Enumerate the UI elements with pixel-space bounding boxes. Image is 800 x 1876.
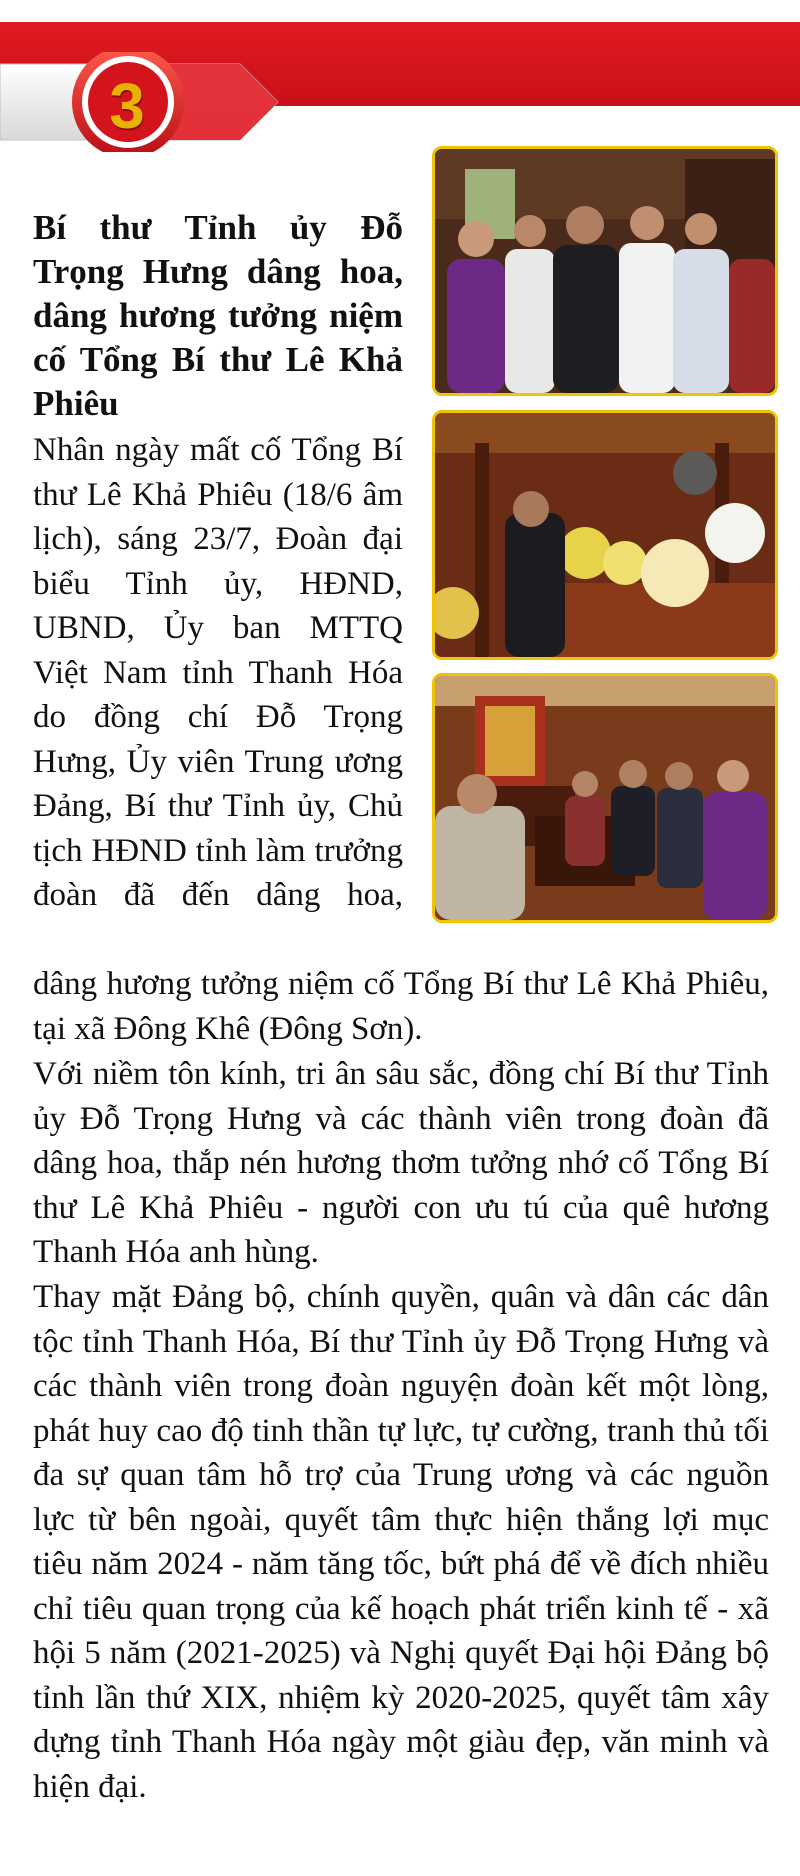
section-number: 3 [109,70,145,142]
paragraph-1-rest: dâng hương tưởng niệm cố Tổng Bí thư Lê Khả Phiêu, tại xã Đông Khê (Đông Sơn). [33,966,769,1047]
altar-offering-photo [432,410,778,660]
paragraph-1-top: Nhân ngày mất cố Tổng Bí thư Lê Khả Phiêu (18/6 âm lịch), sáng 23/7, Đoàn đại biểu Tỉnh ủy, HĐND, UBND, Ủy ban MTTQ Việt Nam tỉnh Thanh Hóa do đồng chí Đỗ Trọng Hưng, Ủy viên Trung ương Đảng, Bí thư Tỉnh ủy, Chủ tịch HĐND tỉnh làm trưởng đoàn đã đến dâng hoa, [33,432,403,913]
family-visit-photo [432,673,778,923]
delegation-offering-incense-photo [432,146,778,396]
article-headline: Bí thư Tỉnh ủy Đỗ Trọng Hưng dâng hoa, dâng hương tưởng niệm cố Tổng Bí thư Lê Khả Phiêu [33,208,403,423]
paragraph-2: Với niềm tôn kính, tri ân sâu sắc, đồng chí Bí thư Tỉnh ủy Đỗ Trọng Hưng và các thành viên trong đoàn đã dâng hoa, thắp nén hương thơm tưởng nhớ cố Tổng Bí thư Lê Khả Phiêu - người con ưu tú của quê hương Thanh Hóa anh hùng. [33,1056,769,1270]
paragraph-3: Thay mặt Đảng bộ, chính quyền, quân và dân các dân tộc tỉnh Thanh Hóa, Bí thư Tỉnh ủy Đỗ Trọng Hưng và các thành viên trong đoàn nguyện đoàn kết một lòng, phát huy cao độ tinh thần tự lực, tự cường, tranh thủ tối đa sự quan tâm hỗ trợ của Trung ương và các nguồn lực từ bên ngoài, quyết tâm thực hiện thắng lợi mục tiêu năm 2024 - năm tăng tốc, bứt phá để về đích nhiều chỉ tiêu quan trọng của kế hoạch phát triển kinh tế - xã hội 5 năm (2021-2025) và Nghị quyết Đại hội Đảng bộ tỉnh lần thứ XIX, nhiệm kỳ 2020-2025, quyết tâm xây dựng tỉnh Thanh Hóa ngày một giàu đẹp, văn minh và hiện đại. [33,1279,769,1805]
